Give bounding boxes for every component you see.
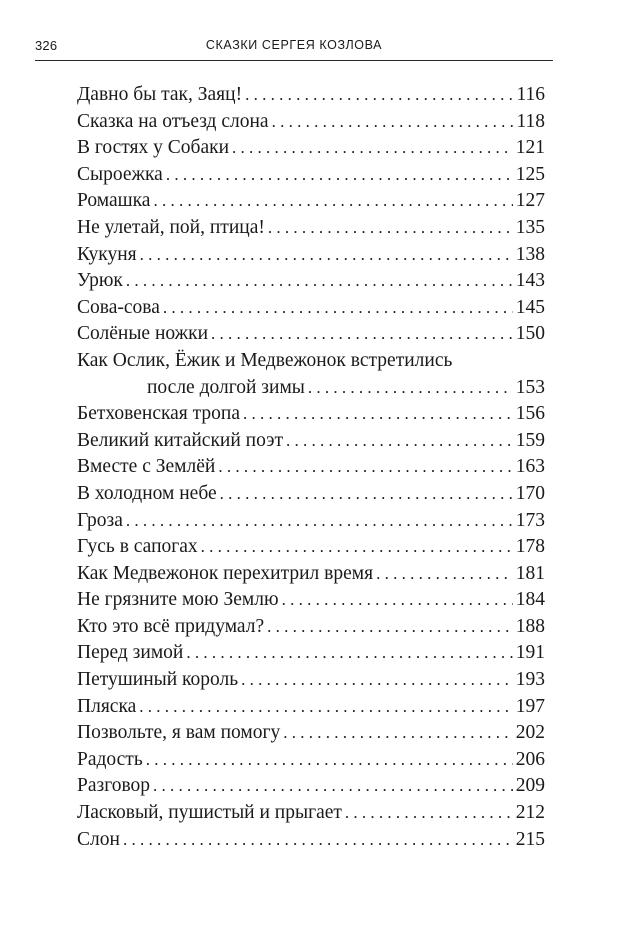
toc-entry <box>77 242 545 269</box>
toc-entry <box>77 614 545 641</box>
toc-leader-dots <box>153 773 513 800</box>
toc-leader-dots <box>139 694 512 721</box>
toc-entry-title: Сова-сова <box>77 296 160 318</box>
toc-entry-title: Не грязните мою Землю <box>77 589 279 611</box>
toc-entry-page: 206 <box>515 748 545 770</box>
table-of-contents <box>77 82 545 853</box>
toc-entry-page: 156 <box>515 403 545 425</box>
toc-entry-page: 178 <box>515 536 545 558</box>
toc-entry-title: Позвольте, я вам помогу <box>77 722 281 744</box>
toc-entry-title: Как Ослик, Ёжик и Медвежонок встретились <box>77 349 453 371</box>
toc-entry-title: Урюк <box>77 270 123 292</box>
toc-entry-title: Радость <box>77 748 143 770</box>
toc-entry-title: Кукуня <box>77 243 137 265</box>
toc-entry-page: 173 <box>515 509 545 531</box>
toc-entry-page: 116 <box>516 84 545 105</box>
toc-entry <box>77 428 545 455</box>
toc-leader-dots <box>126 268 513 295</box>
toc-entry <box>77 454 545 481</box>
toc-leader-dots <box>186 640 512 667</box>
toc-entry-title: Солёные ножки <box>77 323 209 345</box>
toc-leader-dots <box>268 215 513 242</box>
toc-entry <box>77 401 545 428</box>
toc-entry <box>77 800 545 827</box>
toc-entry-second-line <box>77 375 545 402</box>
toc-leader-dots <box>146 747 513 774</box>
toc-entry-page: 159 <box>515 429 545 451</box>
toc-entry-page: 181 <box>515 562 545 584</box>
toc-entry-page: 209 <box>515 775 545 797</box>
toc-leader-dots <box>286 428 513 455</box>
toc-leader-dots <box>245 82 513 109</box>
page-header <box>35 36 553 61</box>
toc-entry-page: 202 <box>515 722 545 744</box>
toc-leader-dots <box>126 508 513 535</box>
toc-entry-page: 150 <box>515 323 545 345</box>
toc-entry <box>77 827 545 854</box>
toc-entry-page: 118 <box>516 110 545 132</box>
toc-leader-dots <box>153 188 512 215</box>
toc-leader-dots <box>267 614 513 641</box>
toc-entry-title: Не улетай, пой, птица! <box>77 216 265 238</box>
toc-entry <box>77 720 545 747</box>
toc-entry-title: Давно бы так, Заяц! <box>77 84 243 105</box>
toc-leader-dots <box>123 827 513 854</box>
toc-entry <box>77 109 545 136</box>
toc-entry-title: Пляска <box>77 695 137 717</box>
toc-entry-title: Гусь в сапогах <box>77 536 198 558</box>
toc-entry-page: 143 <box>515 270 545 292</box>
toc-entry-title-continued: после долгой зимы <box>147 376 305 398</box>
toc-entry-page: 145 <box>515 296 545 318</box>
toc-leader-dots <box>163 295 513 322</box>
toc-leader-dots <box>345 800 513 827</box>
toc-leader-dots <box>376 561 513 588</box>
toc-entry-page: 121 <box>515 137 545 159</box>
toc-entry-page: 163 <box>515 456 545 478</box>
toc-leader-dots <box>201 534 513 561</box>
running-title: СКАЗКИ СЕРГЕЯ КОЗЛОВА <box>205 38 383 52</box>
toc-entry-title: Перед зимой <box>77 642 184 664</box>
toc-entry-page: 125 <box>515 163 545 185</box>
toc-entry-page: 188 <box>515 615 545 637</box>
toc-entry-title: Сказка на отъезд слона <box>77 110 269 132</box>
toc-entry <box>77 561 545 588</box>
toc-entry-page: 135 <box>515 216 545 238</box>
toc-entry-page: 184 <box>515 589 545 611</box>
toc-leader-dots <box>282 587 513 614</box>
toc-leader-dots <box>218 454 512 481</box>
toc-leader-dots <box>243 401 513 428</box>
toc-entry <box>77 587 545 614</box>
toc-entry <box>77 215 545 242</box>
toc-entry <box>77 508 545 535</box>
toc-entry <box>77 667 545 694</box>
toc-leader-dots <box>283 720 513 747</box>
toc-entry-page: 138 <box>515 243 545 265</box>
toc-entry-title: В гостях у Собаки <box>77 137 230 159</box>
toc-leader-dots <box>308 375 513 402</box>
toc-entry <box>77 268 545 295</box>
toc-leader-dots <box>211 321 513 348</box>
page-number: 326 <box>35 38 58 53</box>
toc-entry-page: 212 <box>515 802 545 824</box>
toc-entry <box>77 295 545 322</box>
toc-entry-page: 197 <box>515 695 545 717</box>
toc-entry-title: Сыроежка <box>77 163 163 185</box>
toc-entry-title: Вместе с Землёй <box>77 456 216 478</box>
toc-entry <box>77 162 545 189</box>
toc-entry-page: 153 <box>515 376 545 398</box>
toc-entry <box>77 747 545 774</box>
toc-entry-title: Слон <box>77 828 120 850</box>
toc-entry-title: Ромашка <box>77 190 151 212</box>
toc-leader-dots <box>241 667 513 694</box>
toc-entry <box>77 694 545 721</box>
toc-entry-title: В холодном небе <box>77 482 217 504</box>
toc-entry-title: Гроза <box>77 509 123 531</box>
toc-entry <box>77 481 545 508</box>
toc-leader-dots <box>272 109 514 136</box>
toc-entry-first-line <box>77 348 545 375</box>
toc-entry-page: 191 <box>515 642 545 664</box>
toc-entry-title: Бетховенская тропа <box>77 403 240 425</box>
toc-entry <box>77 188 545 215</box>
toc-entry <box>77 135 545 162</box>
toc-entry-page: 215 <box>515 828 545 850</box>
toc-entry-page: 127 <box>515 190 545 212</box>
toc-leader-dots <box>232 135 513 162</box>
toc-entry-page: 193 <box>515 669 545 691</box>
toc-leader-dots <box>166 162 513 189</box>
toc-entry <box>77 773 545 800</box>
toc-entry-title: Ласковый, пушистый и прыгает <box>77 802 342 824</box>
toc-entry-title: Кто это всё придумал? <box>77 615 265 637</box>
toc-entry <box>77 82 545 109</box>
toc-leader-dots <box>140 242 513 269</box>
toc-leader-dots <box>220 481 513 508</box>
toc-entry-title: Петушиный король <box>77 669 239 691</box>
toc-entry-title: Великий китайский поэт <box>77 429 283 451</box>
toc-entry-title: Разговор <box>77 775 151 797</box>
toc-entry <box>77 321 545 348</box>
toc-entry <box>77 640 545 667</box>
toc-entry <box>77 534 545 561</box>
toc-entry-title: Как Медвежонок перехитрил время <box>77 562 374 584</box>
toc-entry-page: 170 <box>515 482 545 504</box>
